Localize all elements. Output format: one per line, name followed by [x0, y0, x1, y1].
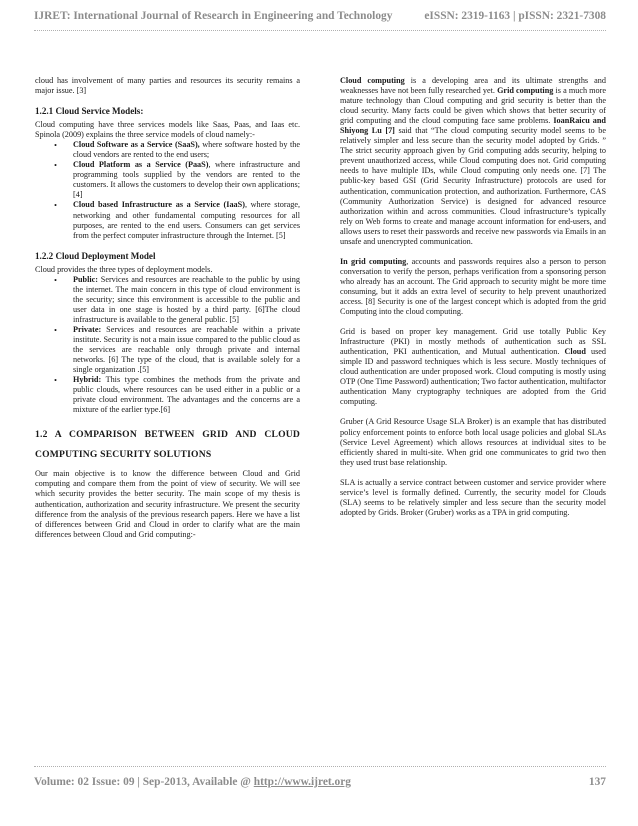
list-item-term: Cloud based Infrastructure as a Service (IaaS)	[73, 200, 245, 210]
list-item-term: Private:	[73, 324, 102, 334]
list-item	[35, 200, 300, 240]
list-item-text: Services and resources are reachable within a private institute. Security is not a main issue compared to the public cloud as the services are reachable only through private and internal networks. [6] The type of the cloud, that is available solely for a single organization .[5]	[73, 324, 300, 375]
list-item-text: This type combines the methods from the private and public clouds, where resources can be used either in a public or a private cloud environment. The advantages and the concerns are a mixture of the earlier type.[6]	[73, 375, 300, 415]
right-paragraph-1	[340, 76, 606, 247]
list-item	[35, 375, 300, 415]
service-models-paragraph: Cloud computing have three services models like Saas, Paas, and Iaas etc. Spinola (2009) explains the three service models of cloud namely:-	[35, 120, 300, 140]
journal-title: IJRET: International Journal of Research in Engineering and Technology	[34, 10, 393, 22]
right-paragraph-4: Gruber (A Grid Resource Usage SLA Broker) is an example that has distributed policy enforcement points to enforce both local usage policies and global SLAs (Service Level Agreement) which allows resources at individual sites to be efficiently shared in multi-site. When grid one communicates to grid two then they used trust base relationship.	[340, 417, 606, 467]
text-run: said that “The cloud computing security model seems to be relatively simpler and less secure than the security model adopted by Grids. ” The strict security approach given by Grid computing adds security, helping to prevent unauthorized access, while Cloud computing does not. Grid computing needs to have multiple IDs, while Cloud computing only needs one. [7] The public-key based GSI (Grid Security Infrastructure) protocols are used for authentication, communication protection, and authorization. Furthermore, CAS (Community Authorization Service) is designed for advanced resource authorization within and across communities. Cloud infrastructure’s typically rely on Web forms to create and manage account information for end-users, and allows users to reset their passwords and receive new passwords via Emails in an unsafe and unencrypted communication.	[340, 126, 607, 246]
right-paragraph-2	[340, 257, 606, 317]
bold-phrase: Grid computing	[497, 86, 554, 96]
list-item	[35, 275, 300, 325]
text-run: is a developing area and its ultimate strengths and weaknesses have not been fully researched yet.	[340, 76, 606, 96]
right-paragraph-5: SLA is actually a service contract between customer and service provider where service’s level is formally defined. Currently, the security model for Clouds (SLA) seems to be relatively simpler and less secure than the security model adopted by Grids. Broker (Gruber) works as a TPA in grid computing.	[340, 477, 606, 517]
intro-paragraph: cloud has involvement of many parties and resources its security remains a major issue. [3]	[35, 76, 300, 96]
service-models-heading: 1.2.1 Cloud Service Models:	[35, 106, 144, 117]
text-run: , accounts and passwords requires also a person to person conversation to verify the person, perhaps verification from a sponsoring person who already has an account. The Grid approach to security might be more time consuming, but it adds an extra level of security to help prevent unauthorized access. [8] Security is one of the largest concept which is adopted from the grid Computing into the cloud computing.	[340, 256, 606, 317]
service-models-list	[35, 140, 300, 240]
text-run: Grid is based on proper key management. Grid use totally Public Key Infrastructure (PKI) in mostly methods of authentication such as SSL authentication, PKI authentication, and Mutual authentication.	[340, 327, 606, 357]
list-item	[35, 160, 300, 200]
journal-link[interactable]: http://www.ijret.org	[253, 776, 351, 788]
right-paragraph-3	[340, 327, 606, 407]
running-header	[34, 10, 606, 22]
list-item-text: , where infrastructure and programming tools supplied by the vendors are rented to the customers. It allows the customers to develop their own applications; [4]	[73, 160, 300, 200]
comparison-paragraph: Our main objective is to know the difference between Cloud and Grid computing and compare them from the point of view of security. We will see which security provides the better security. The main scope of my thesis is authentication, authorization and security infrastructure. We present the security difference from the analysis of the previous research papers. Here we have a list of differences between Grid and Cloud in order to clarify what are the main differences between Cloud and Grid computing:-	[35, 469, 300, 539]
page-number: 137	[588, 776, 606, 788]
list-item-term: Hybrid:	[73, 375, 102, 385]
bold-phrase: IoanRaicu and Shiyong Lu [7]	[340, 116, 606, 136]
list-item-text: , where storage, networking and other fundamental computing resources for all purposes, are rented to the end users. Consumers can get services from the perfect computer infrastructure through the Internet. [5]	[73, 200, 300, 240]
list-item-term: Cloud Platform as a Service (PaaS)	[73, 160, 209, 170]
list-item-text: where software hosted by the cloud vendors are rented to the end users;	[73, 140, 300, 160]
footer-volume	[34, 776, 351, 788]
text-run: used simple ID and password techniques which is less secure. Mostly techniques of cloud authentication are under proposed work. Cloud computing is mostly using OTP (One Time Password) authentication; Two factor authentication, multifactor authentication Many cryptography techniques are adopted from the Grid computing.	[340, 347, 606, 407]
comparison-heading: 1.2 A COMPARISON BETWEEN GRID AND CLOUD COMPUTING SECURITY SOLUTIONS	[35, 429, 300, 461]
text-run: is a much more mature technology than Cloud computing and grid security is better than the cloud security. Many facts could be given which shows that better security of grid computing and the cloud computing face same problems.	[340, 86, 607, 126]
list-item-text: Services and resources are reachable to the public by using the internet. The main concern in this type of cloud environment is the security; since this environment is accessible to the public and user data in one stage is hosted by a third party. [6]The cloud infrastructure is available to the general public. [5]	[73, 274, 300, 324]
list-item	[35, 325, 300, 375]
list-item	[35, 140, 300, 160]
list-item-term: Cloud Software as a Service (SaaS),	[73, 140, 200, 150]
bold-phrase: Cloud	[564, 347, 586, 357]
footer-divider	[34, 766, 606, 767]
bold-phrase: In grid computing	[340, 256, 407, 266]
bold-phrase: Cloud computing	[340, 76, 405, 85]
footer-prefix: Volume: 02 Issue: 09 | Sep-2013, Available @	[34, 776, 254, 788]
header-divider	[34, 30, 606, 31]
deployment-model-heading: 1.2.2 Cloud Deployment Model	[35, 250, 156, 261]
list-item-term: Public:	[73, 274, 99, 284]
issn-line: eISSN: 2319-1163 | pISSN: 2321-7308	[424, 10, 606, 22]
right-column	[340, 76, 606, 518]
deployment-model-list	[35, 275, 300, 416]
left-column	[35, 76, 300, 540]
running-footer	[34, 776, 606, 788]
deployment-model-paragraph: Cloud provides the three types of deployment models.	[35, 264, 213, 274]
